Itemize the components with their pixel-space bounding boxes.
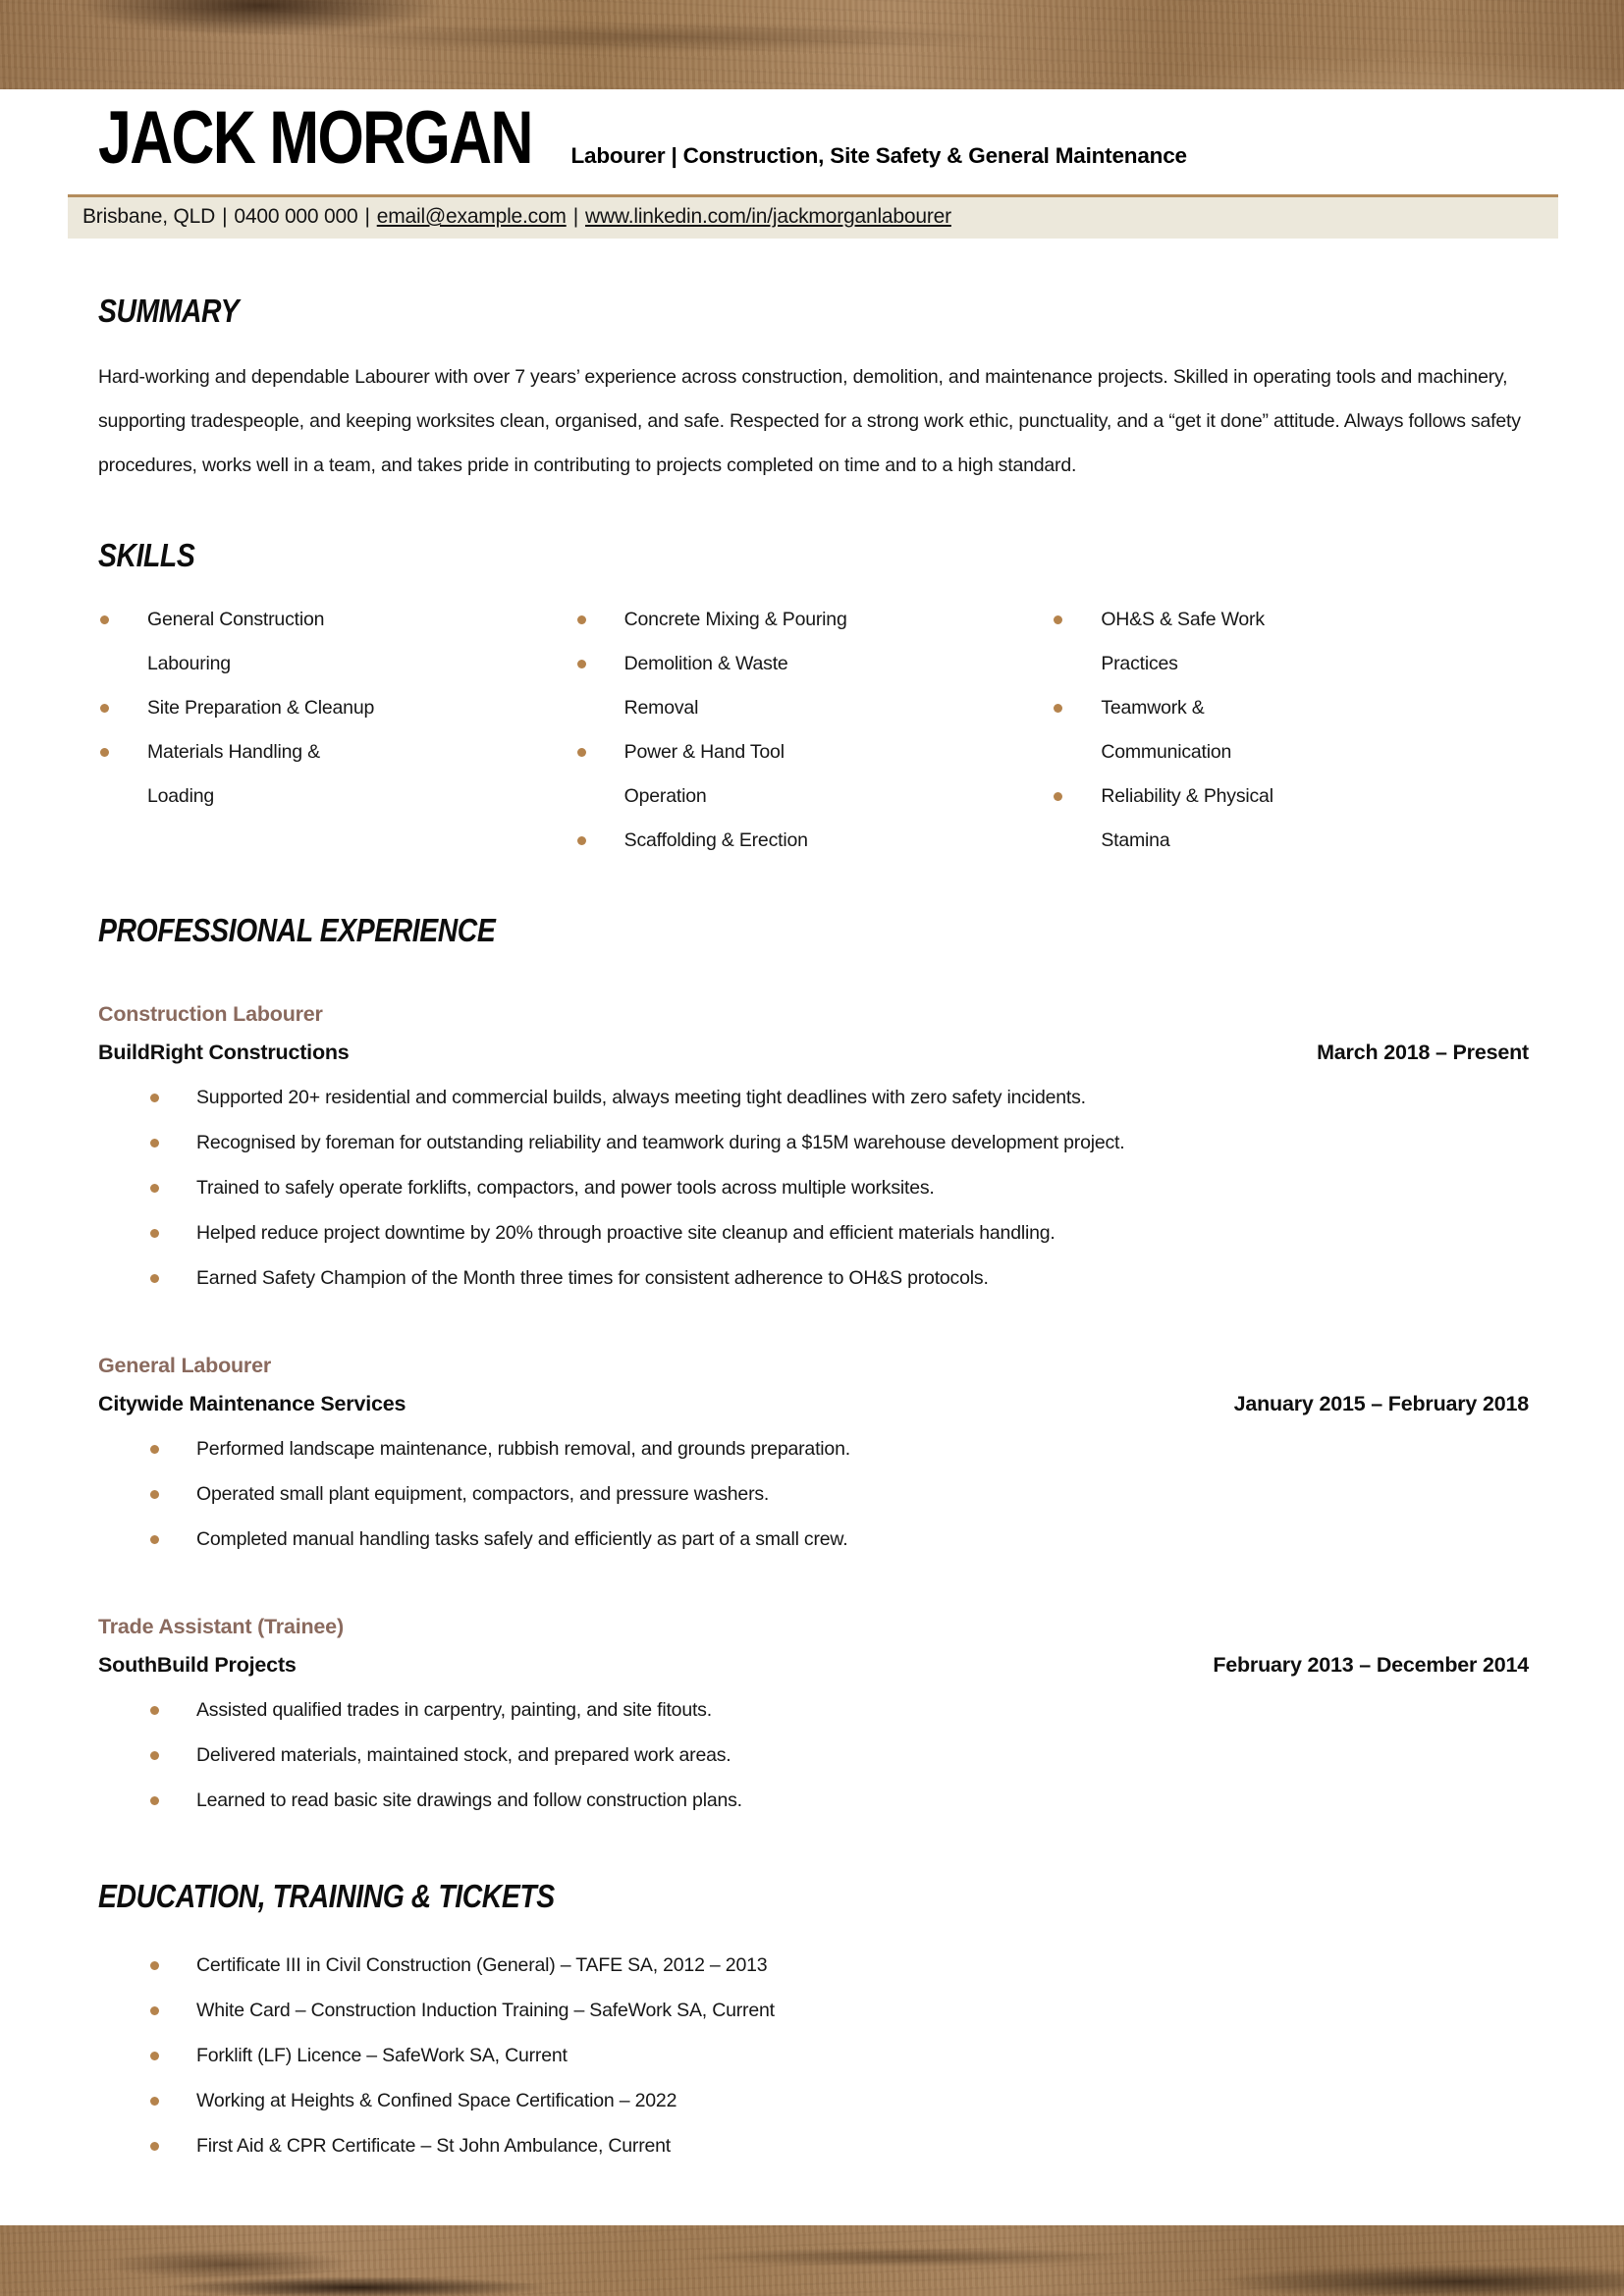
education-item (98, 2078, 1529, 2123)
education-item (98, 1943, 1529, 1988)
job-entry (98, 1354, 1529, 1562)
skill-item (575, 819, 860, 863)
job-company: BuildRight Constructions (98, 1041, 350, 1064)
job-bullet (98, 1075, 1529, 1120)
skill-label: General Construction Labouring (147, 609, 325, 674)
skill-item (98, 686, 383, 730)
education-item (98, 2123, 1529, 2168)
job-bullet-text: Helped reduce project downtime by 20% through proactive site cleanup and efficient materials handling. (196, 1222, 1056, 1244)
job-bullet-list (98, 1075, 1529, 1301)
skill-label: Power & Hand Tool Operation (623, 741, 785, 807)
skill-item (575, 730, 860, 819)
job-bullet-list (98, 1426, 1529, 1562)
job-bullet (98, 1255, 1529, 1301)
skills-heading: SKILLS (98, 537, 195, 573)
job-company: SouthBuild Projects (98, 1653, 297, 1677)
job-bullet-text: Supported 20+ residential and commercial builds, always meeting tight deadlines with zero safety incidents. (196, 1087, 1086, 1108)
education-item-text: Working at Heights & Confined Space Certification – 2022 (196, 2090, 677, 2111)
job-bullet-text: Learned to read basic site drawings and follow construction plans. (196, 1789, 742, 1811)
job-dates: March 2018 – Present (1317, 1041, 1529, 1064)
skill-label: Demolition & Waste Removal (623, 653, 788, 719)
wood-texture-footer (0, 2225, 1624, 2296)
education-heading: EDUCATION, TRAINING & TICKETS (98, 1878, 555, 1914)
skills-column-3 (1052, 598, 1529, 863)
education-item-text: Forklift (LF) Licence – SafeWork SA, Current (196, 2045, 568, 2066)
candidate-name: JACK MORGAN (98, 96, 532, 180)
job-dates: January 2015 – February 2018 (1233, 1392, 1529, 1415)
skill-label: OH&S & Safe Work Practices (1101, 609, 1265, 674)
job-bullet (98, 1165, 1529, 1210)
skill-item (98, 598, 383, 686)
contact-linkedin-link[interactable]: www.linkedin.com/in/jackmorganlabourer (584, 205, 951, 228)
job-bullet (98, 1471, 1529, 1517)
job-role: Construction Labourer (98, 1002, 323, 1026)
skill-item (575, 598, 860, 642)
summary-heading: SUMMARY (98, 293, 240, 329)
skill-label: Scaffolding & Erection (623, 829, 808, 851)
skills-list (98, 598, 1529, 863)
job-bullet (98, 1210, 1529, 1255)
skills-column-1 (98, 598, 575, 863)
job-role: General Labourer (98, 1354, 272, 1377)
education-list (98, 1943, 1529, 2168)
job-bullet-text: Earned Safety Champion of the Month three times for consistent adherence to OH&S protocols. (196, 1267, 989, 1289)
job-entry (98, 1615, 1529, 1823)
skill-label: Teamwork & Communication (1101, 697, 1232, 763)
job-bullet (98, 1733, 1529, 1778)
job-bullet (98, 1426, 1529, 1471)
education-item-text: First Aid & CPR Certificate – St John Ambulance, Current (196, 2135, 672, 2157)
job-role: Trade Assistant (Trainee) (98, 1615, 344, 1638)
job-bullet-text: Delivered materials, maintained stock, and prepared work areas. (196, 1744, 731, 1766)
contact-email-link[interactable]: email@example.com (376, 205, 567, 228)
candidate-job-title: Labourer | Construction, Site Safety & General Maintenance (570, 143, 1187, 168)
job-bullet-list (98, 1687, 1529, 1823)
skills-column-2 (575, 598, 1053, 863)
education-item-text: Certificate III in Civil Construction (General) – TAFE SA, 2012 – 2013 (196, 1954, 768, 1976)
resume-content (82, 89, 1529, 2168)
header-row (98, 96, 1529, 180)
contact-bar (68, 194, 1558, 239)
skill-label: Site Preparation & Cleanup (147, 697, 375, 719)
experience-heading: PROFESSIONAL EXPERIENCE (98, 912, 496, 948)
job-bullet (98, 1120, 1529, 1165)
job-bullet (98, 1687, 1529, 1733)
job-bullet-text: Assisted qualified trades in carpentry, painting, and site fitouts. (196, 1699, 712, 1721)
education-item (98, 2033, 1529, 2078)
job-bullet-text: Performed landscape maintenance, rubbish removal, and grounds preparation. (196, 1438, 850, 1460)
skill-item (98, 730, 383, 819)
skill-item (1052, 598, 1336, 686)
contact-phone: 0400 000 000 (234, 205, 358, 228)
job-bullet (98, 1517, 1529, 1562)
contact-separator: | (364, 205, 370, 228)
job-bullet-text: Completed manual handling tasks safely and efficiently as part of a small crew. (196, 1528, 848, 1550)
job-bullet (98, 1778, 1529, 1823)
job-company-dates-row (98, 1041, 1529, 1065)
contact-separator: | (222, 205, 228, 228)
education-item (98, 1988, 1529, 2033)
job-entry (98, 1002, 1529, 1301)
skill-label: Reliability & Physical Stamina (1101, 785, 1273, 851)
wood-texture-header (0, 0, 1624, 89)
skill-label: Concrete Mixing & Pouring (623, 609, 847, 630)
job-company-dates-row (98, 1392, 1529, 1416)
skill-item (575, 642, 860, 730)
job-bullet-text: Trained to safely operate forklifts, compactors, and power tools across multiple worksites. (196, 1177, 935, 1199)
contact-location: Brisbane, QLD (82, 205, 216, 228)
job-company: Citywide Maintenance Services (98, 1392, 406, 1415)
skill-item (1052, 774, 1336, 863)
contact-separator: | (572, 205, 578, 228)
job-bullet-text: Operated small plant equipment, compactors, and pressure washers. (196, 1483, 770, 1505)
job-company-dates-row (98, 1653, 1529, 1678)
skill-item (1052, 686, 1336, 774)
job-dates: February 2013 – December 2014 (1213, 1653, 1529, 1677)
job-bullet-text: Recognised by foreman for outstanding reliability and teamwork during a $15M warehouse development project. (196, 1132, 1125, 1153)
summary-text: Hard-working and dependable Labourer with over 7 years’ experience across construction, demolition, and maintenance projects. Skilled in operating tools and machinery, supporting tradespeople, and keeping worksites clean, organised, and safe. Respected for a strong work ethic, punctuality, and a “get it done” attitude. Always follows safety procedures, works well in a team, and takes pride in contributing to projects completed on time and to a high standard. (98, 366, 1521, 476)
education-item-text: White Card – Construction Induction Training – SafeWork SA, Current (196, 2000, 775, 2021)
skill-label: Materials Handling & Loading (147, 741, 320, 807)
